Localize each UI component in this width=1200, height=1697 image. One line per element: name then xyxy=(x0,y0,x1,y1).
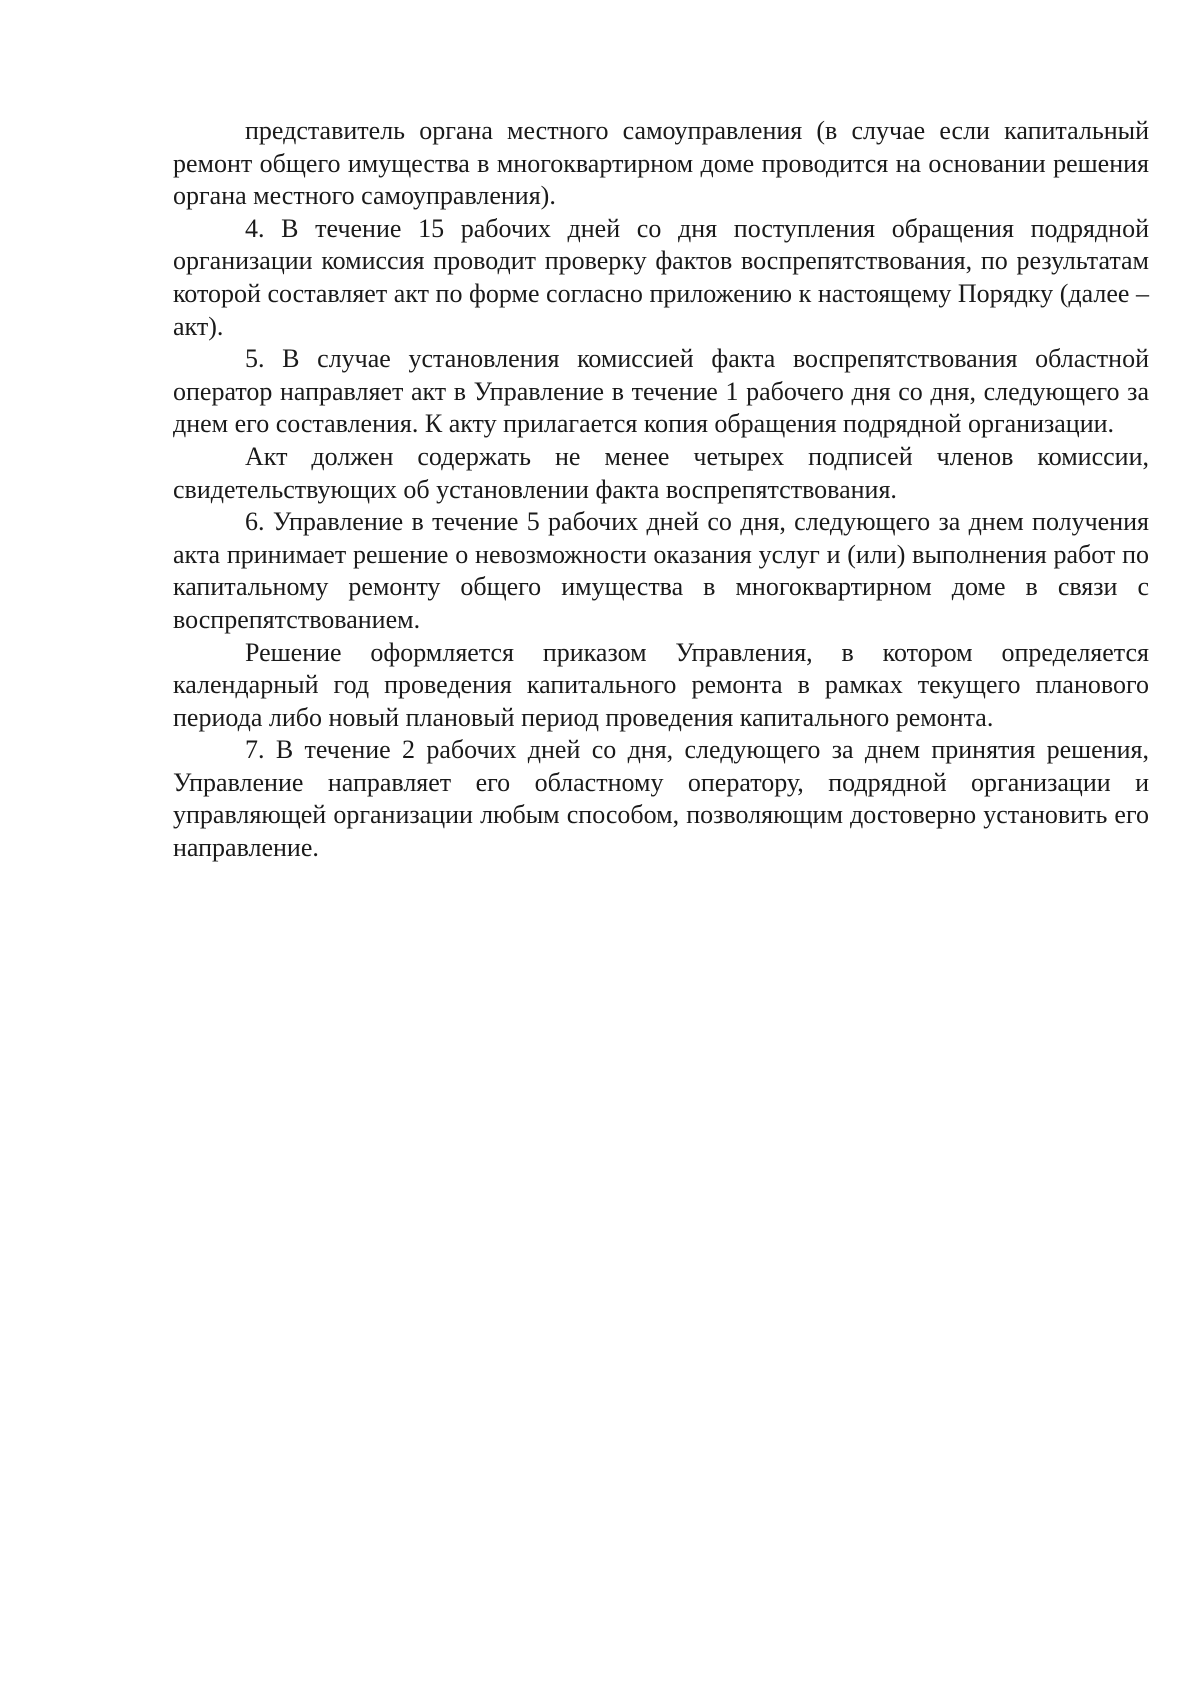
paragraph-item-5: 5. В случае установления комиссией факта воспрепятствования областной оператор направляет акт в Управление в течение 1 рабочего дня со дня, следующего за днем его составления. К акту прилагается копия обращения подрядной организации. xyxy=(173,344,1149,439)
paragraph-continuation: представитель органа местного самоуправления (в случае если капитальный ремонт общего имущества в многоквартирном доме проводится на основании решения органа местного самоуправления). xyxy=(173,116,1149,211)
paragraph-act-signatures: Акт должен содержать не менее четырех подписей членов комиссии, свидетельствующих об установлении факта воспрепятствования. xyxy=(173,441,1149,504)
paragraph-item-4: 4. В течение 15 рабочих дней со дня поступления обращения подрядной организации комиссия проводит проверку фактов воспрепятствования, по результатам которой составляет акт по форме согласно приложению к настоящему Порядку (далее – акт). xyxy=(173,213,1149,341)
document-body xyxy=(173,115,1149,865)
paragraph-decision: Решение оформляется приказом Управления, в котором определяется календарный год проведения капитального ремонта в рамках текущего планового периода либо новый плановый период проведения капитального ремонта. xyxy=(173,637,1149,732)
paragraph-item-7: 7. В течение 2 рабочих дней со дня, следующего за днем принятия решения, Управление направляет его областному оператору, подрядной организации и управляющей организации любым способом, позволяющим достоверно установить его направление. xyxy=(173,735,1149,863)
paragraph-item-6: 6. Управление в течение 5 рабочих дней со дня, следующего за днем получения акта принимает решение о невозможности оказания услуг и (или) выполнения работ по капитальному ремонту общего имущества в многоквартирном доме в связи с воспрепятствованием. xyxy=(173,507,1149,634)
